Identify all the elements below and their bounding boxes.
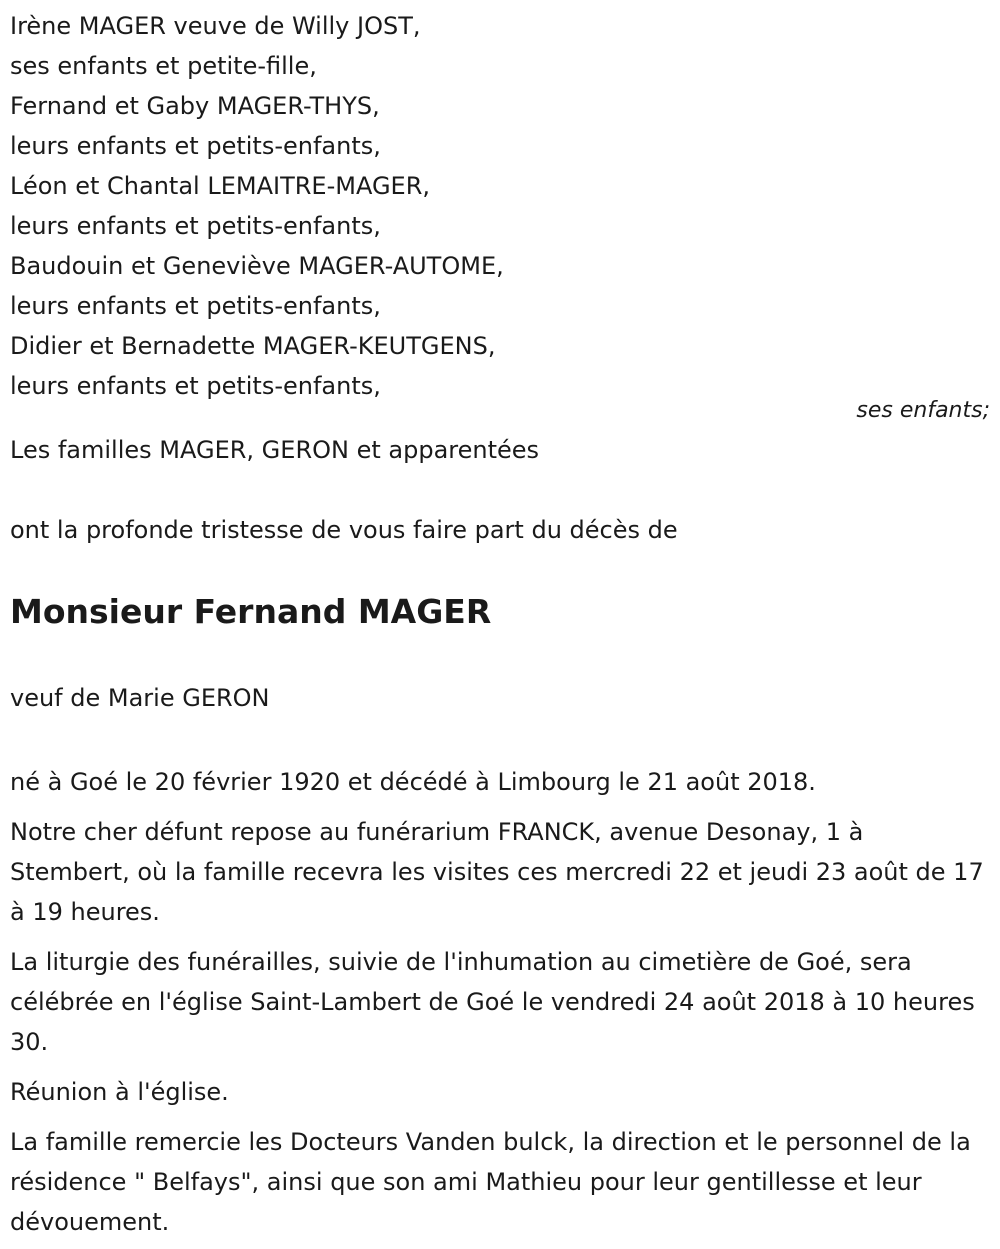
widow-of: veuf de Marie GERON: [10, 684, 270, 712]
children-note: ses enfants;: [856, 398, 990, 423]
extended-families: Les familles MAGER, GERON et apparentées: [10, 436, 540, 464]
family-line: Fernand et Gaby MAGER-THYS,: [10, 92, 380, 120]
family-line: Léon et Chantal LEMAITRE-MAGER,: [10, 172, 431, 200]
birth-death-details: né à Goé le 20 février 1920 et décédé à Limbourg le 21 août 2018.: [10, 768, 816, 796]
family-list: [10, 6, 990, 406]
family-line: Baudouin et Geneviève MAGER-AUTOME,: [10, 252, 504, 280]
gathering-details: Réunion à l'église.: [10, 1078, 229, 1106]
acknowledgements: La famille remercie les Docteurs Vanden bulck, la direction et le personnel de la résidence " Belfays", ainsi que son ami Mathieu pour leur gentillesse et leur dévouement.: [10, 1128, 971, 1236]
family-line: ses enfants et petite-fille,: [10, 52, 317, 80]
family-line: leurs enfants et petits-enfants,: [10, 132, 381, 160]
visitation-details: Notre cher défunt repose au funérarium FRANCK, avenue Desonay, 1 à Stembert, où la famille recevra les visites ces mercredi 22 et jeudi 23 août de 17 à 19 heures.: [10, 818, 984, 926]
obituary-notice: [10, 6, 990, 1242]
family-line: leurs enfants et petits-enfants,: [10, 372, 381, 400]
family-line: Didier et Bernadette MAGER-KEUTGENS,: [10, 332, 496, 360]
funeral-details: La liturgie des funérailles, suivie de l'inhumation au cimetière de Goé, sera célébrée en l'église Saint-Lambert de Goé le vendredi 24 août 2018 à 10 heures 30.: [10, 948, 975, 1056]
family-line: leurs enfants et petits-enfants,: [10, 292, 381, 320]
announcement-intro: ont la profonde tristesse de vous faire part du décès de: [10, 516, 678, 544]
deceased-name: Monsieur Fernand MAGER: [10, 592, 492, 631]
family-line: leurs enfants et petits-enfants,: [10, 212, 381, 240]
family-line: Irène MAGER veuve de Willy JOST,: [10, 12, 421, 40]
